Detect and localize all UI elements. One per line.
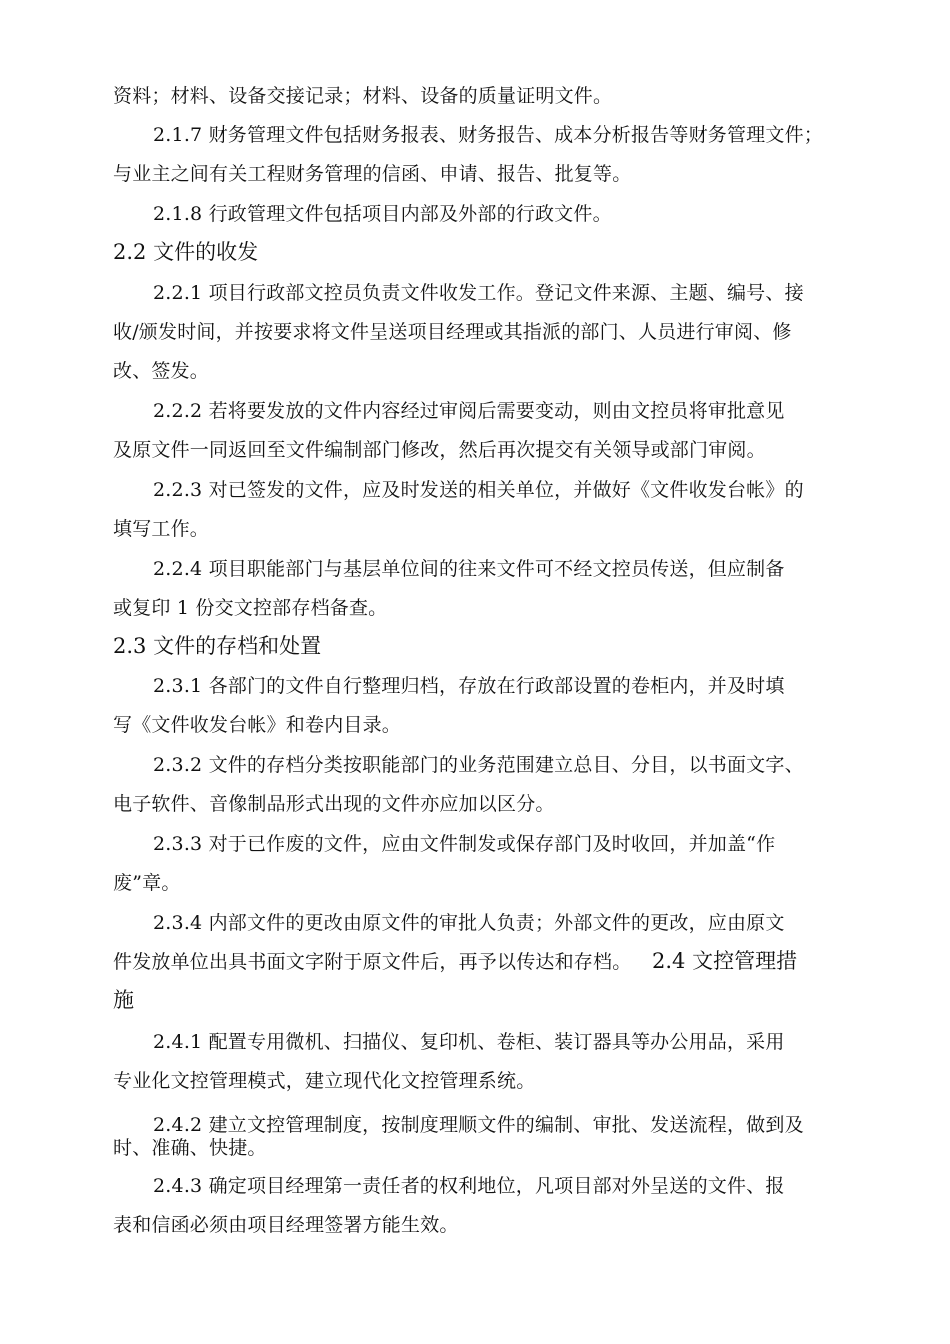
text-line: 收/颁发时间，并按要求将文件呈送项目经理或其指派的部门、人员进行审阅、修 <box>113 321 792 343</box>
section-heading-continued: 施 <box>113 988 134 1012</box>
text-line: 2.2.2 若将要发放的文件内容经过审阅后需要变动，则由文控员将审批意见 <box>153 400 785 422</box>
text-line: 2.3.1 各部门的文件自行整理归档，存放在行政部设置的卷柜内，并及时填 <box>153 675 785 697</box>
text-line: 2.4.2 建立文控管理制度，按制度理顺文件的编制、审批、发送流程，做到及 <box>153 1114 804 1136</box>
text-line: 时、准确、快捷。 <box>113 1137 267 1159</box>
text-line: 2.1.7 财务管理文件包括财务报表、财务报告、成本分析报告等财务管理文件； <box>153 124 823 146</box>
section-heading: 2.3 文件的存档和处置 <box>113 634 322 658</box>
text-line: 2.2.1 项目行政部文控员负责文件收发工作。登记文件来源、主题、编号、接 <box>153 282 804 304</box>
text-line: 专业化文控管理模式，建立现代化文控管理系统。 <box>113 1070 536 1092</box>
text-line: 填写工作。 <box>113 518 210 540</box>
text-line: 2.4.1 配置专用微机、扫描仪、复印机、卷柜、装订器具等办公用品，采用 <box>153 1031 785 1053</box>
text-line: 废”章。 <box>113 872 181 894</box>
section-heading: 2.4 文控管理措 <box>652 949 798 973</box>
text-line: 或复印 1 份交文控部存档备查。 <box>113 597 388 619</box>
text-line: 2.2.3 对已签发的文件，应及时发送的相关单位，并做好《文件收发台帐》的 <box>153 479 804 501</box>
text-line: 改、签发。 <box>113 360 210 382</box>
text-line: 表和信函必须由项目经理签署方能生效。 <box>113 1214 459 1236</box>
text-line: 写《文件收发台帐》和卷内目录。 <box>113 714 402 736</box>
text-line: 2.2.4 项目职能部门与基层单位间的往来文件可不经文控员传送，但应制备 <box>153 558 785 580</box>
text-line: 及原文件一同返回至文件编制部门修改，然后再次提交有关领导或部门审阅。 <box>113 439 766 461</box>
text-line: 2.4.3 确定项目经理第一责任者的权利地位，凡项目部对外呈送的文件、报 <box>153 1175 785 1197</box>
text-line: 电子软件、音像制品形式出现的文件亦应加以区分。 <box>113 793 555 815</box>
text-line: 2.1.8 行政管理文件包括项目内部及外部的行政文件。 <box>153 203 612 225</box>
text-line: 件发放单位出具书面文字附于原文件后，再予以传达和存档。 <box>113 951 632 973</box>
text-line: 2.3.2 文件的存档分类按职能部门的业务范围建立总目、分目，以书面文字、 <box>153 754 804 776</box>
text-line: 2.3.4 内部文件的更改由原文件的审批人负责；外部文件的更改，应由原文 <box>153 912 785 934</box>
section-heading: 2.2 文件的收发 <box>113 240 259 264</box>
text-line: 2.3.3 对于已作废的文件，应由文件制发或保存部门及时收回，并加盖“作 <box>153 833 776 855</box>
text-line: 资料；材料、设备交接记录；材料、设备的质量证明文件。 <box>113 85 613 107</box>
text-line: 与业主之间有关工程财务管理的信函、申请、报告、批复等。 <box>113 163 632 185</box>
